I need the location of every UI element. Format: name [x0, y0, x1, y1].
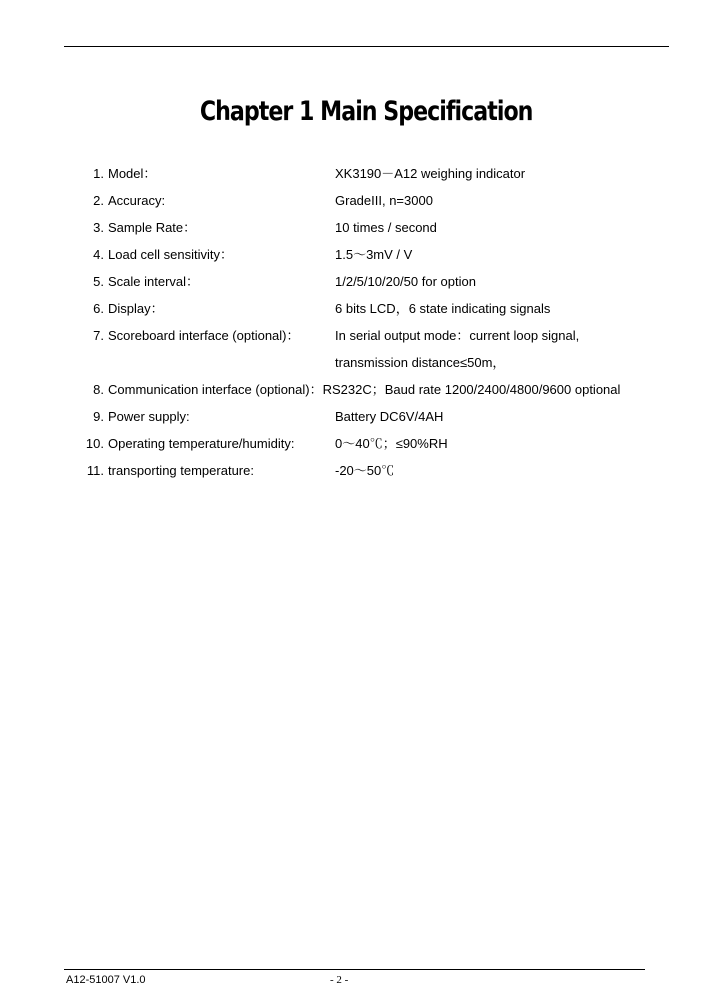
header-rule	[64, 46, 669, 47]
spec-number: 8.	[93, 382, 104, 397]
spec-row-scoreboard-continuation	[0, 353, 719, 380]
spec-label: Model：	[108, 166, 157, 181]
spec-label: Accuracy:	[108, 193, 166, 208]
spec-number: 10.	[85, 436, 104, 451]
spec-label: Scale interval：	[108, 274, 200, 289]
spec-row-display	[0, 299, 719, 326]
spec-number: 11.	[86, 463, 104, 478]
spec-label: Load cell sensitivity：	[108, 247, 233, 262]
chapter-title: Chapter 1 Main Specification	[199, 96, 533, 127]
spec-row-sample-rate	[0, 218, 719, 245]
spec-label: Operating temperature/humidity:	[108, 436, 295, 451]
spec-row-operating-temperature	[0, 434, 719, 461]
spec-number: 1.	[93, 166, 104, 181]
spec-number: 6.	[93, 301, 104, 316]
spec-row-transporting-temperature	[0, 461, 719, 488]
spec-number: 7.	[93, 328, 104, 343]
spec-row-load-cell	[0, 245, 719, 272]
spec-value: 0～40℃；≤90%RH	[335, 436, 448, 451]
document-code: A12-51007 V1.0	[66, 974, 146, 986]
spec-label-value	[108, 380, 620, 400]
spec-value-continuation: transmission distance≤50m，	[335, 355, 506, 370]
spec-value: 10 times / second	[335, 220, 437, 235]
spec-value: 6 bits LCD，6 state indicating signals	[335, 301, 551, 316]
spec-number: 2.	[93, 193, 104, 208]
spec-value: Battery DC6V/4AH	[335, 409, 444, 424]
spec-label: transporting temperature:	[108, 463, 254, 478]
spec-row-scoreboard	[0, 326, 719, 353]
spec-value: -20～50℃	[335, 463, 395, 478]
spec-value: RS232C；Baud rate 1200/2400/4800/9600 optional	[322, 382, 621, 397]
spec-value: 1.5～3mV / V	[335, 247, 413, 262]
spec-label: Scoreboard interface (optional)：	[108, 328, 300, 343]
spec-row-power-supply	[0, 407, 719, 434]
spec-row-communication	[0, 380, 719, 407]
spec-label: Display：	[108, 301, 164, 316]
spec-list	[0, 164, 719, 488]
page-number: - 2 -	[330, 974, 349, 986]
spec-row-model	[0, 164, 719, 191]
spec-number: 5.	[93, 274, 104, 289]
spec-value: XK3190－A12 weighing indicator	[335, 166, 526, 181]
spec-row-accuracy	[0, 191, 719, 218]
spec-number: 4.	[93, 247, 104, 262]
spec-row-scale-interval	[0, 272, 719, 299]
spec-label: Communication interface (optional)：	[108, 382, 323, 397]
spec-value: GradeIII, n=3000	[335, 193, 433, 208]
spec-value: In serial output mode：current loop signal,	[335, 328, 580, 343]
footer-rule	[64, 969, 645, 970]
spec-label: Power supply:	[108, 409, 190, 424]
spec-label: Sample Rate：	[108, 220, 197, 235]
spec-value: 1/2/5/10/20/50 for option	[335, 274, 476, 289]
spec-number: 3.	[93, 220, 104, 235]
spec-number: 9.	[93, 409, 104, 424]
